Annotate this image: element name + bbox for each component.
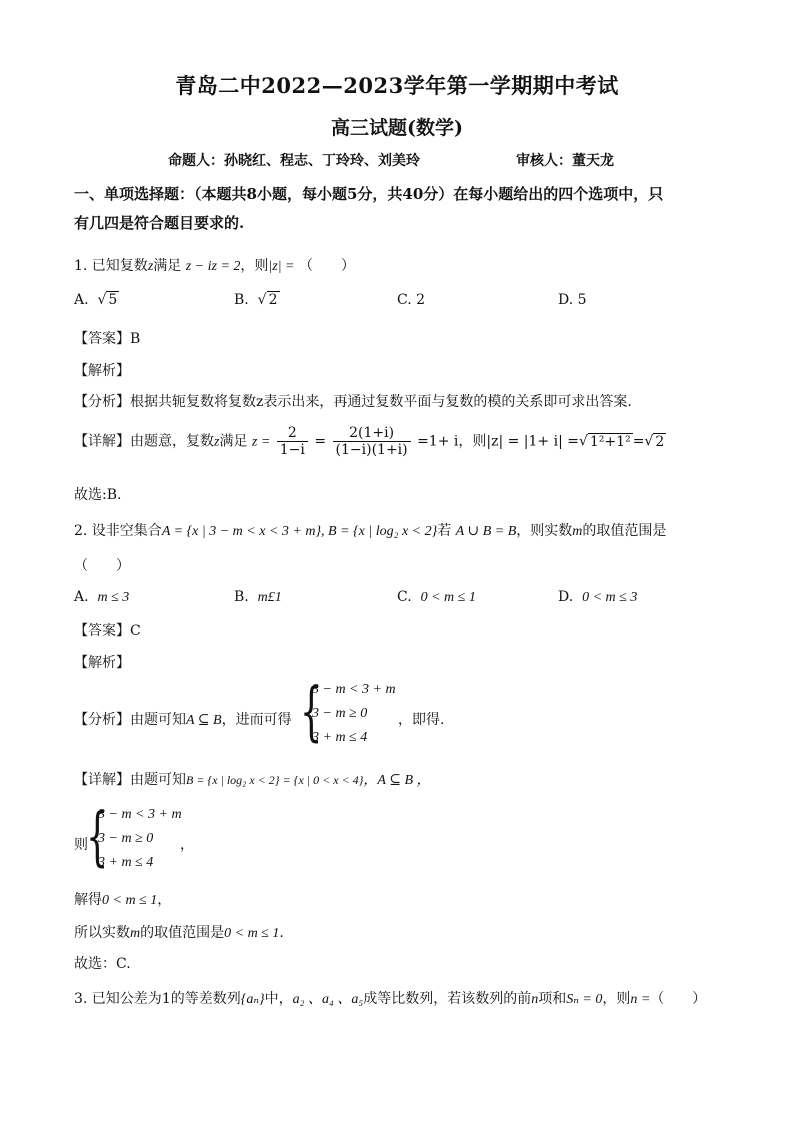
- q2-conclusion: 故选：C.: [74, 956, 131, 972]
- q2-fenxi-end: ，即得.: [398, 712, 445, 728]
- question-3-stem: 3. 已知公差为1的等差数列{aₙ}中，a₂ 、a₄ 、a₅成等比数列，若该数列的前n项和Sₙ = 0，则n =（ ）: [74, 991, 707, 1007]
- q2-option-b: B. m£1: [234, 589, 282, 605]
- q2-ze: 则: [74, 837, 88, 853]
- sys-row: 3 + m ≤ 4: [312, 730, 368, 745]
- section-heading-line2: 有几四是符合题目要求的.: [74, 214, 245, 232]
- paper-subtitle: 高三试题(数学): [331, 117, 463, 139]
- q1-detail: 【详解】由题意，复数z满足 z = $\frac{2}{1-i}$ = $\frac{2(1+i)}{(1-i)(1+i)}$ =1+ i，则|z| = |1+ i| =√ 1²+1² =√ 2: [74, 425, 665, 458]
- q2-option-d: D. 0 < m ≤ 3: [558, 589, 638, 605]
- q1-answer: 【答案】B: [74, 331, 141, 347]
- section-heading-line1: 一、单项选择题：（本题共8小题，每小题5分，共40分）在每小题给出的四个选项中，只: [74, 185, 664, 203]
- q2-paren: （ ）: [74, 558, 130, 574]
- q1-fenxi: 【分析】根据共轭复数将复数z表示出来，再通过复数平面与复数的模的关系即可求出答案.: [74, 394, 632, 410]
- q2-option-a: A. m ≤ 3: [74, 589, 130, 605]
- q2-answer: 【答案】C: [74, 623, 141, 639]
- brace-icon: {: [300, 675, 323, 749]
- sys-row: 3 − m < 3 + m: [98, 807, 182, 822]
- sys-row: 3 + m ≤ 4: [98, 855, 154, 870]
- q2-option-c: C. 0 < m ≤ 1: [397, 589, 476, 605]
- q1-option-a: A. √ 5: [74, 292, 118, 308]
- paper-title: 青岛二中2022—2023学年第一学期期中考试: [175, 73, 619, 98]
- q2-analysis-tag: 【解析】: [74, 655, 130, 671]
- q2-sys2-tail: ，: [180, 837, 194, 853]
- brace-icon: {: [86, 800, 109, 874]
- q2-range: 所以实数m的取值范围是0 < m ≤ 1.: [74, 925, 284, 941]
- q2-fenxi-pre: 【分析】由题可知A ⊆ B，进而可得: [74, 712, 292, 728]
- sys-row: 3 − m ≥ 0: [312, 706, 368, 721]
- q1-conclusion: 故选:B.: [74, 487, 122, 503]
- paper-reviewer: 审核人：董天龙: [516, 153, 614, 169]
- q1-option-b: B. √ 2: [234, 292, 278, 308]
- q1-option-c: C. 2: [397, 292, 426, 308]
- q1-analysis-tag: 【解析】: [74, 363, 130, 379]
- q1-option-d: D. 5: [558, 292, 587, 308]
- q2-detail-system: [86, 800, 186, 875]
- sys-row: 3 − m ≥ 0: [98, 831, 154, 846]
- question-2-stem: 2. 设非空集合A = {x | 3 − m < x < 3 + m}, B = {x | log₂ x < 2}若 A ∪ B = B，则实数m的取值范围是: [74, 523, 667, 539]
- q2-fenxi-system: [300, 675, 400, 750]
- q2-jie: 解得0 < m ≤ 1，: [74, 892, 172, 908]
- sys-row: 3 − m < 3 + m: [312, 682, 396, 697]
- paper-authors: 命题人：孙晓红、程志、丁玲玲、刘美玲: [168, 153, 420, 169]
- question-1-stem: 1. 已知复数z满足 z − iz = 2，则|z| = （ ）: [74, 258, 355, 274]
- q2-detail: 【详解】由题可知B = {x | log₂ x < 2} = {x | 0 < x < 4}，A ⊆ B ，: [74, 772, 431, 788]
